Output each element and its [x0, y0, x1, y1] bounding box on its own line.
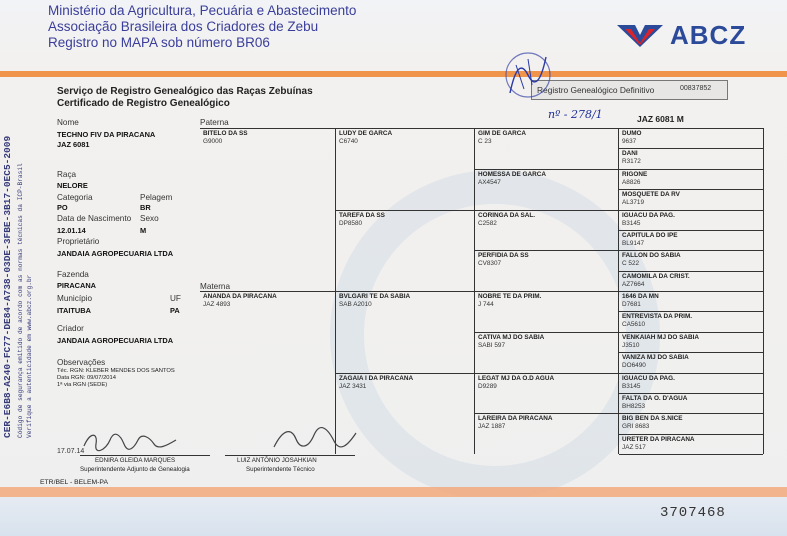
pedigree-animal-name: CATIVA MJ DO SABIA — [478, 333, 545, 341]
pedigree-animal-name: URETER DA PIRACANA — [622, 435, 695, 443]
pedigree-animal-reg: JAZ 517 — [622, 443, 646, 451]
pedigree-animal-name: DANI — [622, 150, 638, 158]
proprietario-value: JANDAIA AGROPECUARIA LTDA — [57, 249, 174, 258]
pedigree-connector — [763, 148, 764, 168]
obs-line: Téc. RGN: KLEBER MENDES DOS SANTOS — [57, 368, 175, 374]
sig1-name: EDNIRA GLEIDA MARQUES — [95, 457, 176, 464]
nascimento-value: 12.01.14 — [57, 226, 86, 235]
sig1-role: Superintendente Adjunto de Genealogia — [80, 466, 190, 473]
pedigree-animal-reg: CV8307 — [478, 260, 502, 268]
pedigree-line — [336, 210, 474, 211]
pedigree-animal-reg: AL3719 — [622, 199, 645, 207]
pedigree-animal-reg: D7681 — [622, 301, 641, 308]
sexo-label: Sexo — [140, 214, 159, 223]
signature-2-icon — [270, 425, 360, 453]
fazenda-label: Fazenda — [57, 270, 89, 279]
pedigree-line — [475, 413, 618, 414]
ministry-line: Ministério da Agricultura, Pecuária e Abastecimento — [48, 3, 357, 18]
uf-value: PA — [170, 306, 180, 315]
signature-1-icon — [80, 428, 190, 454]
raca-label: Raça — [57, 170, 77, 179]
pedigree-animal-reg: J 744 — [478, 301, 494, 308]
pedigree-connector — [763, 128, 764, 148]
registry-line: Registro no MAPA sob número BR06 — [48, 35, 270, 50]
pedigree-animal-name: ZAGAIA I DA PIRACANA — [339, 374, 414, 382]
pedigree-connector — [763, 332, 764, 352]
pedigree-animal-reg: DP8580 — [339, 219, 363, 227]
pedigree-line — [475, 128, 618, 129]
nome-value: TECHNO FIV DA PIRACANA — [57, 130, 156, 139]
sig2-role: Superintendente Técnico — [246, 466, 315, 473]
pedigree-line — [619, 169, 763, 170]
pedigree-animal-reg: A8826 — [622, 178, 641, 186]
pedigree-line — [336, 128, 474, 129]
pedigree-animal-name: VENKAIAH MJ DO SABIA — [622, 333, 700, 341]
pedigree-animal-reg: SABI 597 — [478, 341, 506, 349]
pedigree-connector — [763, 271, 764, 291]
abcz-logo-text: ABCZ — [670, 20, 747, 50]
pedigree-animal-reg: C2582 — [478, 219, 497, 227]
pedigree-animal-reg: GRI 8683 — [622, 423, 650, 431]
definitive-number: 00837852 — [680, 85, 712, 92]
pedigree-animal-name: LEGAT MJ DA O.D AGUA — [478, 374, 555, 382]
pedigree-connector — [763, 250, 764, 270]
pedigree-line — [619, 189, 763, 190]
raca-value: NELORE — [57, 181, 88, 190]
pedigree-animal-reg: JAZ 3431 — [339, 382, 367, 390]
pedigree-animal-reg: AZ7664 — [622, 280, 645, 288]
pedigree-animal-reg: JAZ 1887 — [478, 423, 506, 431]
pedigree-animal-reg: CA5610 — [622, 321, 646, 329]
pedigree-connector — [763, 413, 764, 433]
pedigree-animal-name: PERFIDIA DA SS — [478, 252, 529, 260]
service-title: Serviço de Registro Genealógico das Raças Zebuínas — [57, 86, 313, 97]
pedigree-animal-name: CORINGA DA SAL. — [478, 211, 536, 219]
pedigree-line — [619, 413, 763, 414]
handwritten-note: nº - 278/1 — [548, 108, 603, 121]
pedigree-line — [619, 250, 763, 251]
paterna-label: Paterna — [200, 118, 229, 127]
pedigree-line — [475, 169, 618, 170]
pedigree-animal-reg: 9637 — [622, 138, 637, 145]
issuing-office: ETR/BEL - BELEM-PA — [40, 479, 108, 486]
pedigree-line — [619, 148, 763, 149]
pedigree-animal-reg: J3510 — [622, 341, 640, 349]
pedigree-line — [619, 434, 763, 435]
pedigree-connector — [763, 169, 764, 189]
nascimento-label: Data de Nascimento — [57, 214, 132, 223]
pedigree-connector — [763, 393, 764, 413]
pedigree-animal-reg: C6740 — [339, 138, 358, 145]
materna-label: Materna — [200, 282, 231, 291]
pedigree-animal-name: BITELO DA SS — [203, 130, 248, 137]
categoria-value: PO — [57, 203, 68, 212]
pedigree-line — [619, 373, 763, 374]
pedigree-connector — [763, 434, 764, 454]
pedigree-animal-name: DUMO — [622, 130, 642, 137]
pedigree-line — [336, 291, 474, 292]
pedigree-line — [619, 311, 763, 312]
pedigree-line — [619, 393, 763, 394]
pedigree-animal-reg: B3145 — [622, 219, 641, 227]
pedigree-animal-reg: AX4547 — [478, 178, 501, 186]
pedigree-line — [475, 332, 618, 333]
pedigree-animal-name: VANIZA MJ DO SABIA — [622, 354, 689, 362]
sexo-value: M — [140, 226, 147, 235]
verify-note: Verifique a autenticidade em www.abcz.org.br — [26, 274, 33, 438]
obs-line: Data RGN: 09/07/2014 — [57, 375, 116, 381]
pelagem-value: BR — [140, 203, 151, 212]
definitive-label: Registro Genealógico Definitivo — [537, 85, 655, 95]
pedigree-connector — [763, 291, 764, 311]
pedigree-animal-reg: C 522 — [622, 260, 640, 268]
pedigree-animal-reg: SAB A2010 — [339, 301, 372, 308]
pedigree-line — [619, 210, 763, 211]
pedigree-line — [619, 352, 763, 353]
pedigree-animal-reg: G9000 — [203, 138, 223, 145]
pedigree-line — [475, 250, 618, 251]
pedigree-animal-name: HOMESSA DE GARCA — [478, 170, 546, 178]
criador-value: JANDAIA AGROPECUARIA LTDA — [57, 336, 174, 345]
pedigree-connector — [763, 352, 764, 372]
categoria-label: Categoria — [57, 193, 93, 202]
pedigree-animal-name: ENTREVISTA DA PRIM. — [622, 313, 693, 321]
pedigree-line — [619, 230, 763, 231]
pedigree-animal-reg: BH8253 — [622, 402, 646, 410]
pedigree-line — [336, 373, 474, 374]
pedigree-animal-reg: B3145 — [622, 382, 641, 390]
pedigree-animal-reg: D9289 — [478, 382, 497, 390]
pedigree-line — [475, 291, 618, 292]
pedigree-connector — [763, 373, 764, 393]
municipio-label: Município — [57, 294, 93, 303]
pedigree-animal-name: LAREIRA DA PIRACANA — [478, 415, 553, 423]
pedigree-animal-name: IGUACU DA PAG. — [622, 374, 675, 382]
municipio-value: ITAITUBA — [57, 306, 91, 315]
pedigree-connector — [763, 311, 764, 331]
pedigree-animal-name: BIG BEN DA S.NICE — [622, 415, 683, 423]
obs-line: 1ª via RGN (SEDE) — [57, 382, 108, 388]
proprietario-label: Proprietário — [57, 237, 100, 246]
pedigree-animal-name: 1646 DA MN — [622, 293, 659, 300]
pedigree-line — [619, 454, 763, 455]
certificate-title: Certificado de Registro Genealógico — [57, 98, 230, 109]
issue-date: 17.07.14 — [57, 448, 85, 455]
pedigree-line — [200, 291, 335, 292]
pedigree-animal-name: CAPITULA DO IPE — [622, 231, 678, 239]
pedigree-connector — [763, 189, 764, 209]
animal-id-top-right: JAZ 6081 M — [637, 114, 684, 124]
pedigree-line — [619, 291, 763, 292]
security-note: Código de segurança emitido de acordo com as normas técnicas da ICP-Brasil — [17, 163, 24, 438]
fazenda-value: PIRACANA — [57, 281, 97, 290]
sig2-name: LUIZ ANTÔNIO JOSAHKIAN — [237, 457, 317, 464]
pedigree-animal-name: MOSQUETE DA RV — [622, 191, 680, 199]
uf-label: UF — [170, 294, 181, 303]
pelagem-label: Pelagem — [140, 193, 173, 202]
pedigree-animal-name: IGUACU DA PAG. — [622, 211, 675, 219]
pedigree-line — [619, 271, 763, 272]
pedigree-animal-name: ANANDA DA PIRACANA — [203, 293, 277, 300]
pedigree-animal-name: TAREFA DA SS — [339, 211, 385, 219]
serial-number: 3707468 — [660, 505, 726, 521]
pedigree-line — [619, 128, 763, 129]
sig1-line — [80, 455, 210, 456]
pedigree-animal-name: RIGONE — [622, 170, 648, 178]
nome-reg: JAZ 6081 — [57, 140, 90, 149]
pedigree-animal-name: NOBRE TE DA PRIM. — [478, 293, 542, 300]
observacoes-label: Observações — [57, 358, 106, 367]
association-line: Associação Brasileira dos Criadores de Zebu — [48, 19, 319, 34]
pedigree-line — [619, 332, 763, 333]
pedigree-animal-name: LUDY DE GARCA — [339, 130, 393, 137]
pedigree-line — [200, 128, 335, 129]
pedigree-line — [475, 373, 618, 374]
nome-label: Nome — [57, 118, 79, 127]
sig2-line — [225, 455, 355, 456]
pedigree-animal-reg: C 23 — [478, 138, 492, 145]
criador-label: Criador — [57, 324, 84, 333]
bottom-orange-band — [0, 487, 787, 497]
pedigree-animal-name: GIM DE GARCA — [478, 130, 526, 137]
pedigree-animal-reg: R3172 — [622, 158, 641, 166]
pedigree-animal-name: FALTA DA O. D'AGUA — [622, 394, 688, 402]
pedigree-animal-reg: DO6490 — [622, 362, 646, 370]
pedigree-line — [475, 210, 618, 211]
pedigree-animal-reg: JAZ 4893 — [203, 301, 231, 308]
pedigree-animal-name: CAMOMILA DA CRIST. — [622, 272, 690, 280]
pedigree-connector — [763, 230, 764, 250]
pedigree-animal-reg: BL9147 — [622, 239, 645, 247]
security-code: CER-E6B8-A240-FC77-DE84-A738-03DE-3FBE-3B17-0EC5-2009 — [2, 135, 13, 438]
pedigree-animal-name: BVLGARI TE DA SABIA — [339, 293, 411, 300]
pedigree-connector — [763, 210, 764, 230]
pedigree-animal-name: FALLON DO SABIA — [622, 252, 681, 260]
